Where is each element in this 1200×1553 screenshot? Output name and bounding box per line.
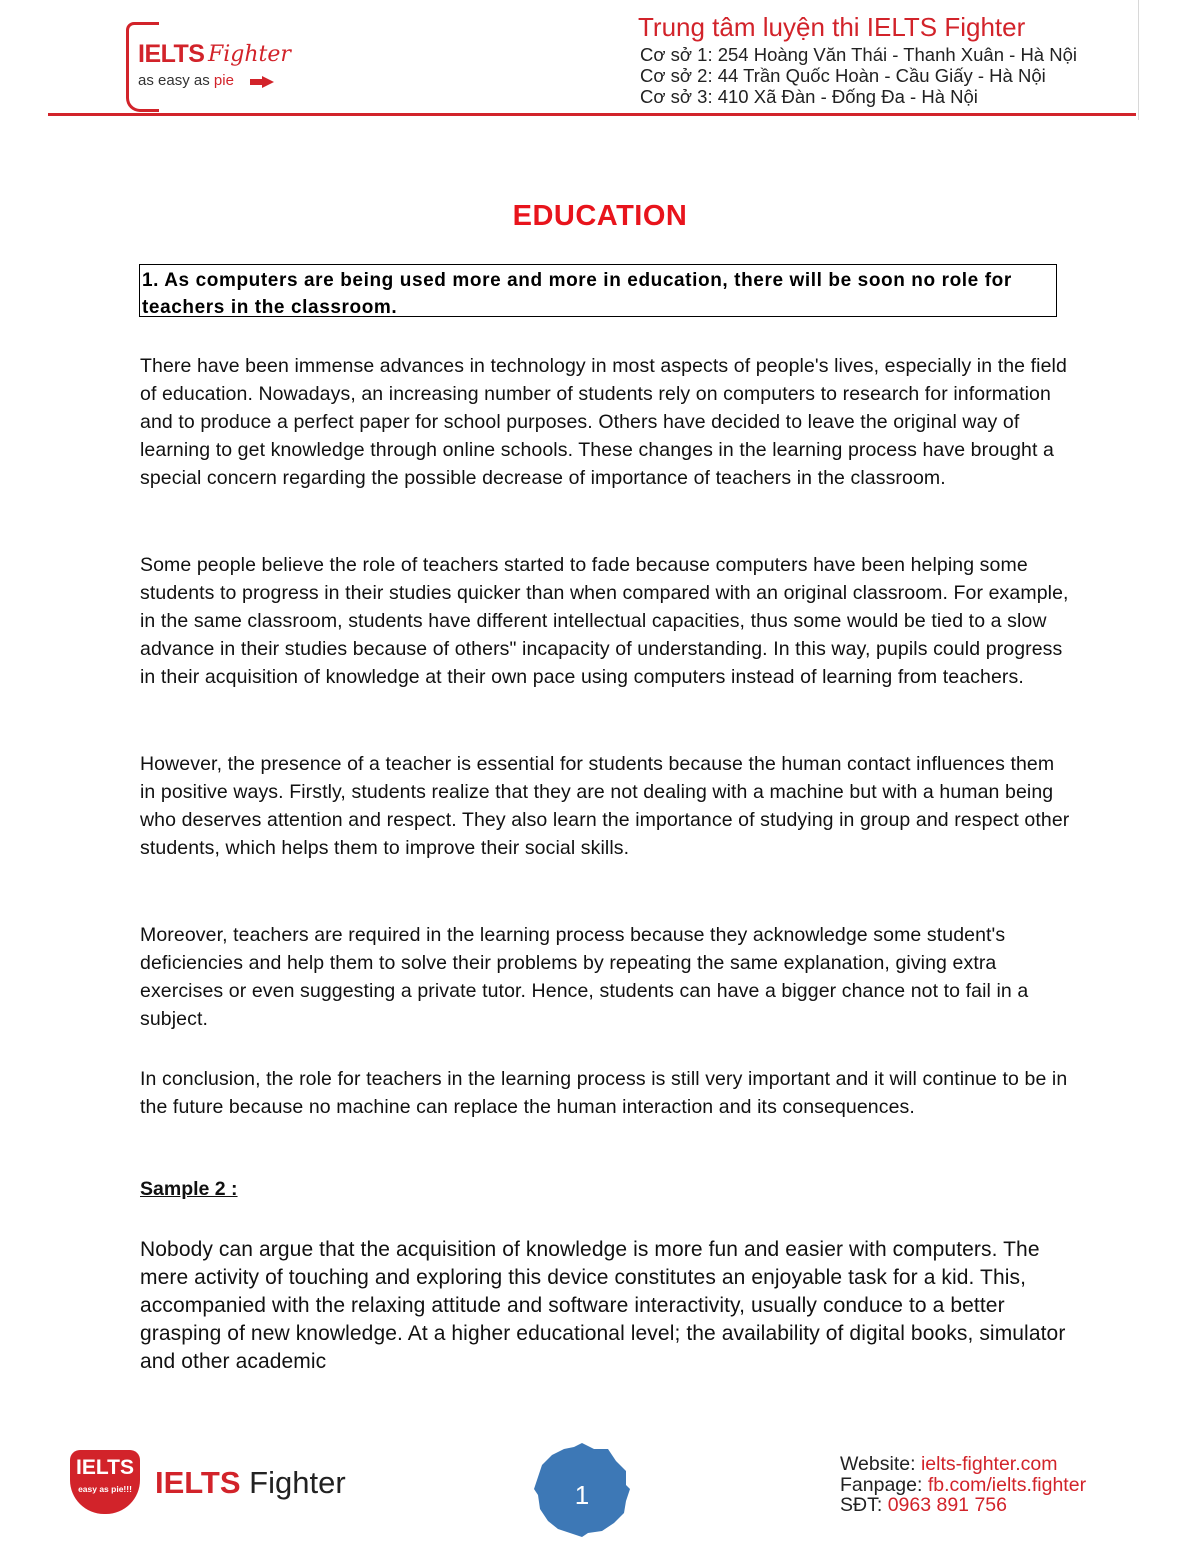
footer-brand	[155, 1465, 346, 1501]
logo-arrow-bar	[250, 79, 262, 85]
logo-tagline	[138, 72, 234, 89]
center-name: Trung tâm luyện thi IELTS Fighter	[638, 12, 1026, 42]
document-title: EDUCATION	[512, 200, 688, 232]
website-label: Website:	[840, 1453, 916, 1475]
fanpage-link[interactable]: fb.com/ielts.fighter	[927, 1474, 1087, 1496]
logo-tagline-pie: pie	[213, 72, 234, 89]
logo-fighter-text: Fighter	[208, 42, 291, 67]
essay-question: 1. As computers are being used more and more in education, there will be soon no role for teachers in the classroom.	[139, 264, 1057, 317]
page-header	[0, 0, 1200, 130]
branch-address-3: Cơ sở 3: 410 Xã Đàn - Đống Đa - Hà Nội	[640, 86, 978, 107]
branch-address-2: Cơ sở 2: 44 Trần Quốc Hoàn - Cầu Giấy - Hà Nội	[640, 65, 1046, 86]
footer-logo-mark-tagline: easy as pie!!!	[78, 1484, 132, 1494]
page-number: 1	[574, 1480, 590, 1510]
branch-address-1: Cơ sở 1: 254 Hoàng Văn Thái - Thanh Xuân - Hà Nội	[640, 44, 1077, 65]
paragraph-body-2: However, the presence of a teacher is essential for students because the human contact influences them in positive ways. Firstly, students realize that they are not dealing with a machine but with a human being who deserves attention and respect. They also learn the importance of studying in group and respect other students, which helps them to improve their social skills.	[140, 753, 1070, 859]
website-link[interactable]: ielts-fighter.com	[920, 1453, 1058, 1475]
footer-brand-ielts: IELTS	[155, 1465, 241, 1500]
ielts-fighter-logo	[120, 18, 290, 108]
sample-2-paragraph: Nobody can argue that the acquisition of knowledge is more fun and easier with computers. The mere activity of touching and exploring this device constitutes an enjoyable task for a kid. This, accompanied with the relaxing attitude and software interactivity, usually conduce to a better grasping of new knowledge. At a higher educational level; the availability of digital books, simulator and other academic	[140, 1238, 1066, 1373]
header-edge-line	[1138, 0, 1139, 120]
paragraph-body-3: Moreover, teachers are required in the learning process because they acknowledge some student's deficiencies and help them to solve their problems by repeating the same explanation, giving extra exercises or even suggesting a private tutor. Hence, students can have a bigger chance not to fail in a subject.	[140, 924, 1029, 1030]
fanpage-label: Fanpage:	[840, 1474, 923, 1496]
footer-logo-mark-text: IELTS	[76, 1456, 134, 1479]
paragraph-intro: There have been immense advances in technology in most aspects of people's lives, especially in the field of education. Nowadays, an increasing number of students rely on computers to research for information and to produce a perfect paper for school purposes. Others have decided to leave the original way of learning to get knowledge through online schools. These changes in the learning process have brought a special concern regarding the possible decrease of importance of teachers in the classroom.	[140, 355, 1067, 489]
footer-brand-fighter: Fighter	[249, 1465, 346, 1500]
footer-phone	[840, 1494, 1007, 1517]
footer-website	[840, 1453, 1058, 1476]
arrow-right-icon	[262, 76, 274, 88]
paragraph-body-1: Some people believe the role of teachers started to fade because computers have been helping some students to progress in their studies quicker than when compared with an original classroom. For example, in the same classroom, students have different intellectual capacities, thus some would be tied to a slow advance in their studies because of others" incapacity of understanding. In this way, pupils could progress in their acquisition of knowledge at their own pace using computers instead of learning from teachers.	[140, 554, 1069, 688]
logo-ielts-text: IELTS	[138, 40, 205, 68]
paragraph-conclusion: In conclusion, the role for teachers in the learning process is still very important and it will continue to be in the future because no machine can replace the human interaction and its consequences.	[140, 1068, 1068, 1118]
phone-number: 0963 891 756	[887, 1494, 1007, 1516]
header-divider	[48, 113, 1136, 116]
phone-label: SĐT:	[840, 1494, 883, 1516]
logo-tagline-main: as easy as	[138, 72, 210, 89]
sample-2-heading: Sample 2 :	[140, 1178, 238, 1200]
footer-logo-mark	[70, 1450, 140, 1514]
